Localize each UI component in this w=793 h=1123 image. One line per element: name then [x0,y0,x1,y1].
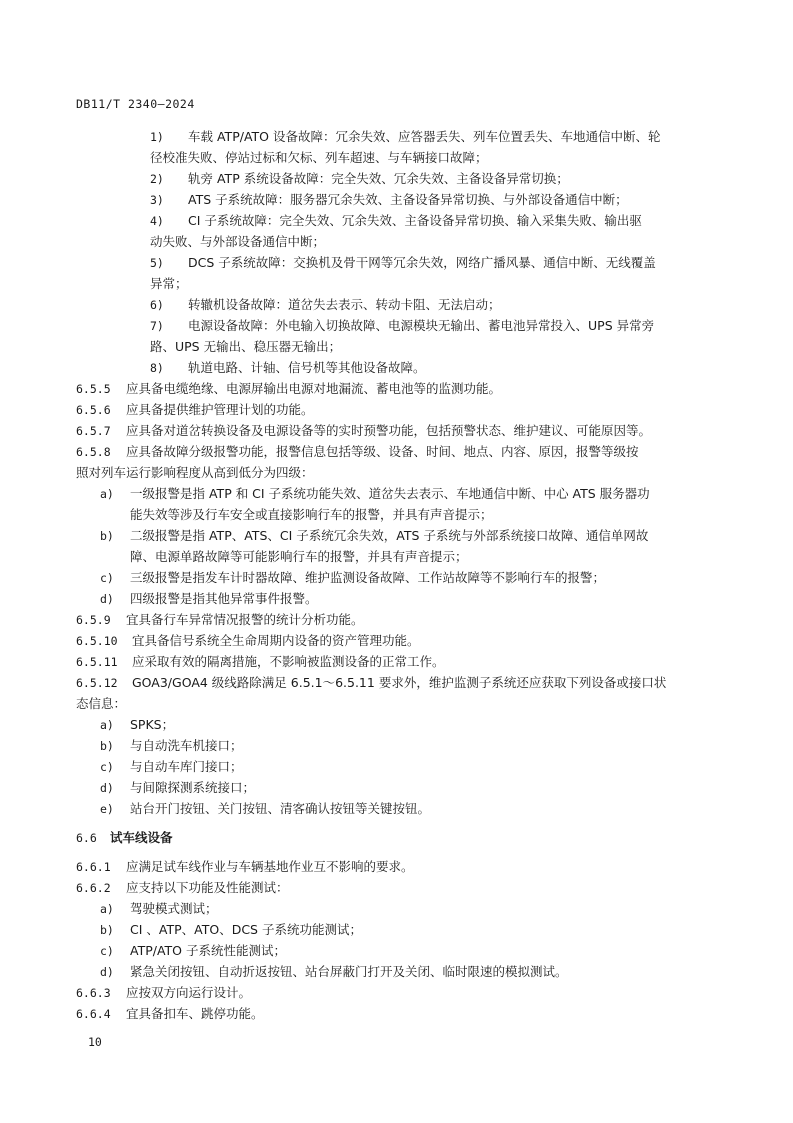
section-6-6-heading: 6.6 试车线设备 [76,830,173,845]
test-item-b: b) CI 、ATP、ATO、DCS 子系统功能测试； [100,922,362,937]
alarm-item-b: b) 二级报警是指 ATP、ATS、CI 子系统冗余失效，ATS 子系统与外部系统接口故障、通信单网故 [100,528,649,543]
test-item-d: d) 紧急关闭按钮、自动折返按钮、站台屏蔽门打开及关闭、临时限速的模拟测试。 [100,964,568,979]
fault-item-1-cont: 径校准失败、停站过标和欠标、列车超速、与车辆接口故障； [150,150,488,165]
clause-6-6-2: 6.6.2 应支持以下功能及性能测试： [76,880,289,895]
clause-6-5-5: 6.5.5 应具备电缆绝缘、电源屏输出电源对地漏流、蓄电池等的监测功能。 [76,381,502,396]
clause-6-5-9: 6.5.9 宜具备行车异常情况报警的统计分析功能。 [76,612,364,627]
document-id-header: DB11/T 2340—2024 [76,97,195,111]
fault-item-1: 1) 车载 ATP/ATO 设备故障：冗余失效、应答器丢失、列车位置丢失、车地通信中断、轮 [150,129,661,144]
interface-item-d: d) 与间隙探测系统接口； [100,780,256,795]
clause-6-5-7: 6.5.7 应具备对道岔转换设备及电源设备等的实时预警功能，包括预警状态、维护建议、可能原因等。 [76,423,652,438]
clause-6-6-3: 6.6.3 应按双方向运行设计。 [76,985,252,1000]
clause-6-6-1: 6.6.1 应满足试车线作业与车辆基地作业互不影响的要求。 [76,859,414,874]
clause-6-5-10: 6.5.10 宜具备信号系统全生命周期内设备的资产管理功能。 [76,633,420,648]
fault-item-5: 5) DCS 子系统故障：交换机及骨干网等冗余失效，网络广播风暴、通信中断、无线覆盖 [150,255,656,270]
clause-6-6-4: 6.6.4 宜具备扣车、跳停功能。 [76,1006,264,1021]
clause-6-5-8-cont: 照对列车运行影响程度从高到低分为四级： [76,465,314,480]
clause-6-5-12-cont: 态信息： [76,696,127,711]
interface-item-e: e) 站台开门按钮、关门按钮、清客确认按钮等关键按钮。 [100,801,431,816]
test-item-c: c) ATP/ATO 子系统性能测试； [100,943,286,958]
fault-item-8: 8) 轨道电路、计轴、信号机等其他设备故障。 [150,360,426,375]
fault-item-6: 6) 转辙机设备故障：道岔失去表示、转动卡阻、无法启动； [150,297,501,312]
page-content [76,126,716,1024]
fault-item-7: 7) 电源设备故障：外电输入切换故障、电源模块无输出、蓄电池异常投入、UPS 异常旁 [150,318,655,333]
alarm-item-c: c) 三级报警是指发车计时器故障、维护监测设备故障、工作站故障等不影响行车的报警； [100,570,606,585]
fault-item-4: 4) CI 子系统故障：完全失效、冗余失效、主备设备异常切换、输入采集失败、输出驱 [150,213,642,228]
interface-item-c: c) 与自动车库门接口； [100,759,243,774]
alarm-item-b-cont: 障、电源单路故障等可能影响行车的报警，并具有声音提示； [130,549,468,564]
alarm-item-a: a) 一级报警是指 ATP 和 CI 子系统功能失效、道岔失去表示、车地通信中断、中心 ATS 服务器功 [100,486,650,501]
fault-item-2: 2) 轨旁 ATP 系统设备故障：完全失效、冗余失效、主备设备异常切换； [150,171,569,186]
fault-item-3: 3) ATS 子系统故障：服务器冗余失效、主备设备异常切换、与外部设备通信中断； [150,192,628,207]
interface-item-b: b) 与自动洗车机接口； [100,738,243,753]
clause-6-5-12: 6.5.12 GOA3/GOA4 级线路除满足 6.5.1～6.5.11 要求外，维护监测子系统还应获取下列设备或接口状 [76,675,667,690]
alarm-item-a-cont: 能失效等涉及行车安全或直接影响行车的报警，并具有声音提示； [130,507,493,522]
clause-6-5-6: 6.5.6 应具备提供维护管理计划的功能。 [76,402,314,417]
page-number: 10 [88,1035,102,1049]
clause-6-5-8: 6.5.8 应具备故障分级报警功能，报警信息包括等级、设备、时间、地点、内容、原因，报警等级按 [76,444,639,459]
fault-item-4-cont: 动失败、与外部设备通信中断； [150,234,326,249]
test-item-a: a) 驾驶模式测试； [100,901,218,916]
interface-item-a: a) SPKS； [100,717,175,732]
alarm-item-d: d) 四级报警是指其他异常事件报警。 [100,591,318,606]
clause-6-5-11: 6.5.11 应采取有效的隔离措施，不影响被监测设备的正常工作。 [76,654,445,669]
fault-item-7-cont: 路、UPS 无输出、稳压器无输出； [150,339,342,354]
fault-item-5-cont: 异常； [150,276,188,291]
